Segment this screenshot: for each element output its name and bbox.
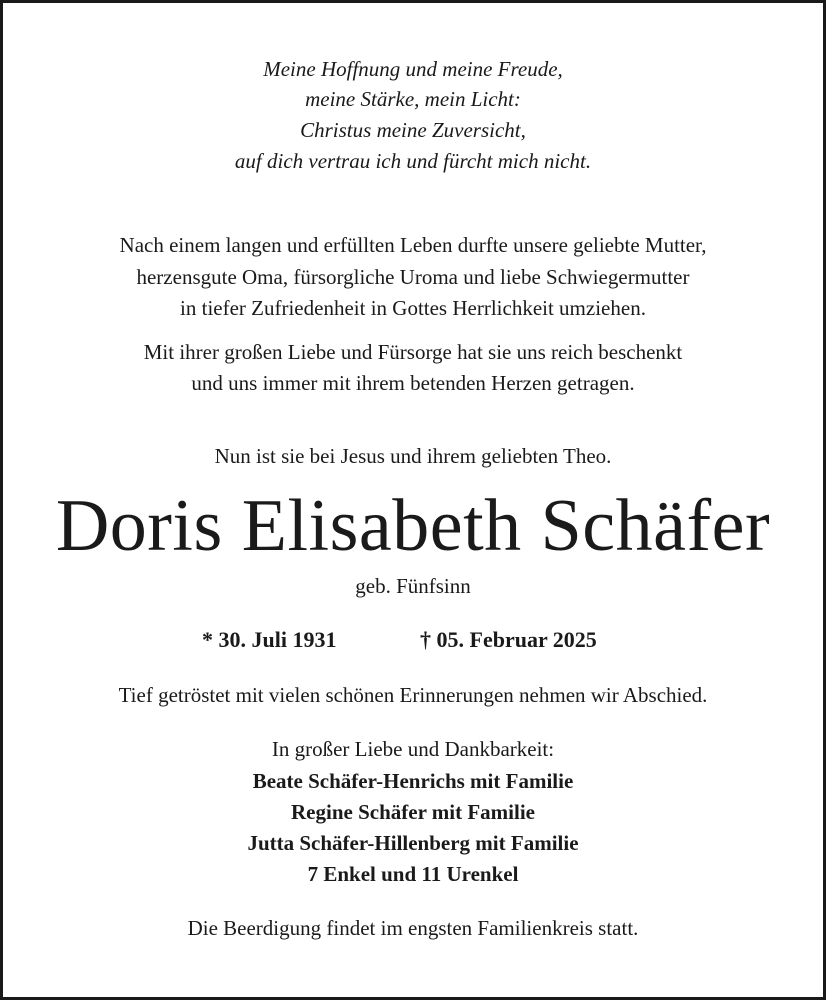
intro-line: Nach einem langen und erfüllten Leben durfte unsere geliebte Mutter,: [119, 233, 707, 257]
intro-line: herzensgute Oma, fürsorgliche Uroma und liebe Schwiegermutter: [136, 265, 690, 289]
life-dates: [0, 624, 826, 656]
love-line: Mit ihrer großen Liebe und Fürsorge hat sie uns reich beschenkt: [143, 340, 683, 364]
funeral-note: Die Beerdigung findet im engsten Familienkreis statt.: [187, 916, 639, 940]
mourner-line: Beate Schäfer-Henrichs mit Familie: [252, 769, 574, 793]
deceased-name: Doris Elisabeth Schäfer: [55, 485, 771, 567]
farewell-line: Tief getröstet mit vielen schönen Erinnerungen nehmen wir Abschied.: [118, 683, 708, 707]
mourner-line: Regine Schäfer mit Familie: [291, 800, 535, 824]
mourner-line: 7 Enkel und 11 Urenkel: [307, 862, 519, 886]
love-line: und uns immer mit ihrem betenden Herzen getragen.: [191, 371, 635, 395]
mourner-line: Jutta Schäfer-Hillenberg mit Familie: [247, 831, 579, 855]
verse-line: Meine Hoffnung und meine Freude,: [263, 57, 563, 81]
jesus-line: Nun ist sie bei Jesus und ihrem geliebten Theo.: [214, 444, 612, 468]
verse-line: auf dich vertrau ich und fürcht mich nicht.: [234, 149, 592, 173]
mourners-intro: In großer Liebe und Dankbarkeit:: [271, 737, 555, 761]
maiden-name: geb. Fünfsinn: [355, 574, 471, 598]
birth-date: * 30. Juli 1931: [202, 627, 337, 652]
verse-line: Christus meine Zuversicht,: [300, 118, 526, 142]
intro-line: in tiefer Zufriedenheit in Gottes Herrlichkeit umziehen.: [180, 296, 646, 320]
death-date: † 05. Februar 2025: [420, 627, 597, 652]
verse-line: meine Stärke, mein Licht:: [305, 87, 521, 111]
